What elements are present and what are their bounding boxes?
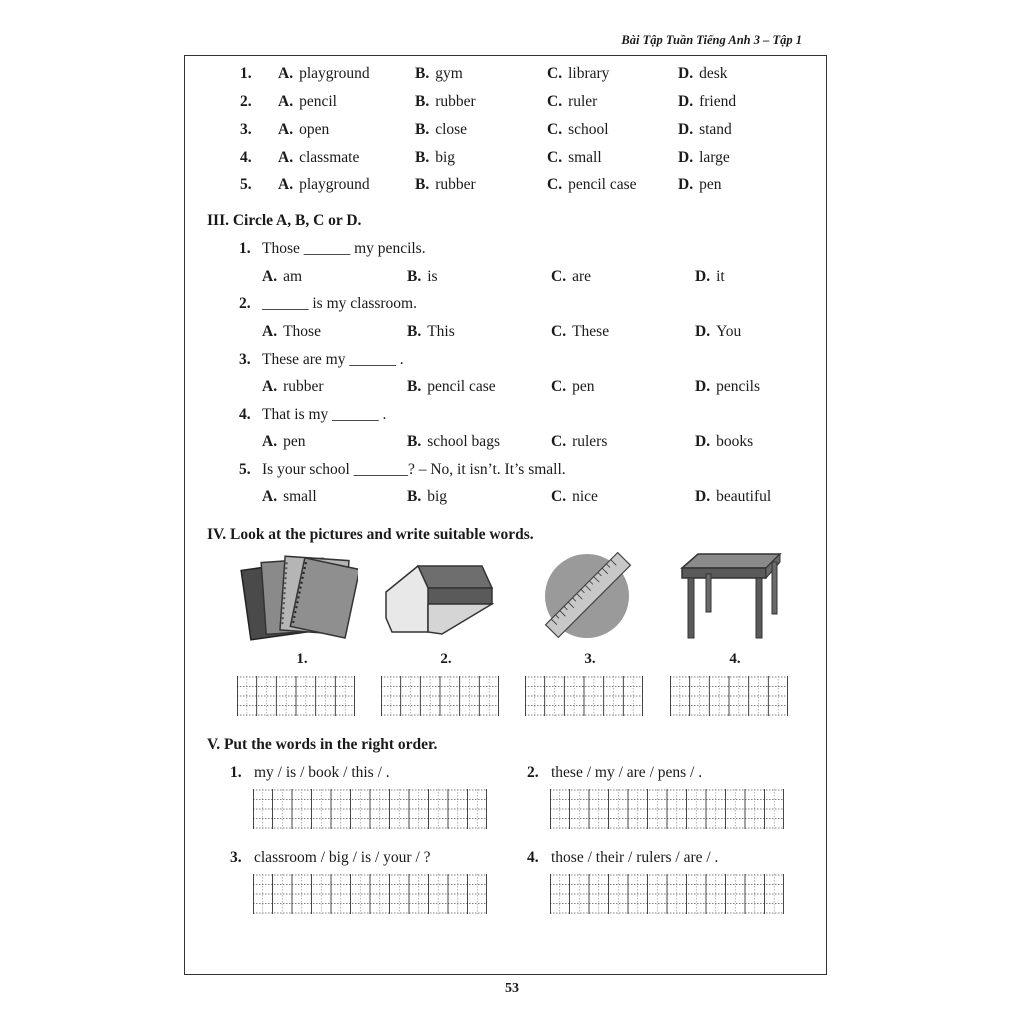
option-c[interactable]: C. ruler [547, 93, 598, 110]
option-b[interactable]: B. school bags [407, 433, 500, 450]
question-text: Is your school _______? – No, it isn’t. It’s small. [262, 461, 566, 478]
picture-number: 4. [729, 651, 741, 667]
question-text: That is my ______ . [262, 406, 387, 423]
question-number: 5. [239, 461, 251, 478]
option-c[interactable]: C. library [547, 65, 610, 82]
option-d[interactable]: D. pencils [695, 378, 760, 395]
option-d[interactable]: D. friend [678, 93, 737, 110]
picture-number: 1. [296, 651, 308, 667]
question-number: 1. [239, 240, 251, 257]
option-d[interactable]: D. books [695, 433, 754, 450]
option-a[interactable]: A. playground [278, 176, 370, 193]
question-number: 3. [239, 351, 251, 368]
option-a[interactable]: A. open [278, 121, 330, 138]
option-c[interactable]: C. nice [551, 488, 598, 505]
option-b[interactable]: B. rubber [415, 176, 476, 193]
writing-grid-2[interactable] [381, 676, 499, 716]
option-a[interactable]: A. Those [262, 323, 321, 340]
option-d[interactable]: D. You [695, 323, 742, 340]
item-text: those / their / rulers / are / . [551, 849, 719, 866]
option-c[interactable]: C. are [551, 268, 591, 285]
option-a[interactable]: A. classmate [278, 149, 360, 166]
row-number: 4. [240, 149, 252, 166]
question-number: 4. [239, 406, 251, 423]
row-number: 5. [240, 176, 252, 193]
section5-heading: V. Put the words in the right order. [207, 736, 438, 753]
option-b[interactable]: B. big [415, 149, 456, 166]
option-b[interactable]: B. gym [415, 65, 463, 82]
picture-number: 2. [440, 651, 452, 667]
writing-grid-5[interactable] [253, 789, 487, 829]
option-c[interactable]: C. school [547, 121, 609, 138]
question-text: ______ is my classroom. [262, 295, 417, 312]
option-b[interactable]: B. pencil case [407, 378, 496, 395]
option-c[interactable]: C. rulers [551, 433, 608, 450]
writing-grid-1[interactable] [237, 676, 355, 716]
option-b[interactable]: B. close [415, 121, 468, 138]
row-number: 2. [240, 93, 252, 110]
question-text: Those ______ my pencils. [262, 240, 426, 257]
item-number: 2. [527, 764, 539, 781]
rubber-icon [382, 558, 494, 640]
option-a[interactable]: A. small [262, 488, 317, 505]
item-number: 3. [230, 849, 242, 866]
option-b[interactable]: B. is [407, 268, 438, 285]
writing-grid-8[interactable] [550, 874, 784, 914]
option-a[interactable]: A. pencil [278, 93, 337, 110]
item-number: 4. [527, 849, 539, 866]
option-a[interactable]: A. am [262, 268, 303, 285]
option-c[interactable]: C. pencil case [547, 176, 637, 193]
option-c[interactable]: C. pen [551, 378, 595, 395]
section4-heading: IV. Look at the pictures and write suitable words. [207, 526, 534, 543]
writing-grid-3[interactable] [525, 676, 643, 716]
option-d[interactable]: D. large [678, 149, 730, 166]
option-c[interactable]: C. These [551, 323, 610, 340]
table-icon [680, 550, 784, 642]
page-number: 53 [505, 981, 519, 996]
option-d[interactable]: D. pen [678, 176, 722, 193]
option-b[interactable]: B. big [407, 488, 448, 505]
item-text: my / is / book / this / . [254, 764, 390, 781]
item-text: classroom / big / is / your / ? [254, 849, 431, 866]
option-a[interactable]: A. playground [278, 65, 370, 82]
row-number: 3. [240, 121, 252, 138]
picture-number: 3. [584, 651, 596, 667]
option-d[interactable]: D. stand [678, 121, 732, 138]
writing-grid-6[interactable] [550, 789, 784, 829]
row-number: 1. [240, 65, 252, 82]
option-d[interactable]: D. it [695, 268, 725, 285]
notebooks-icon [240, 552, 358, 644]
question-number: 2. [239, 295, 251, 312]
option-d[interactable]: D. desk [678, 65, 728, 82]
section3-heading: III. Circle A, B, C or D. [207, 212, 362, 229]
option-b[interactable]: B. This [407, 323, 455, 340]
option-d[interactable]: D. beautiful [695, 488, 772, 505]
ruler-icon [543, 550, 633, 640]
writing-grid-4[interactable] [670, 676, 788, 716]
option-c[interactable]: C. small [547, 149, 602, 166]
option-b[interactable]: B. rubber [415, 93, 476, 110]
option-a[interactable]: A. pen [262, 433, 306, 450]
question-text: These are my ______ . [262, 351, 404, 368]
option-a[interactable]: A. rubber [262, 378, 324, 395]
running-header: Bài Tập Tuần Tiếng Anh 3 – Tập 1 [621, 33, 802, 47]
item-text: these / my / are / pens / . [551, 764, 703, 781]
writing-grid-7[interactable] [253, 874, 487, 914]
item-number: 1. [230, 764, 242, 781]
